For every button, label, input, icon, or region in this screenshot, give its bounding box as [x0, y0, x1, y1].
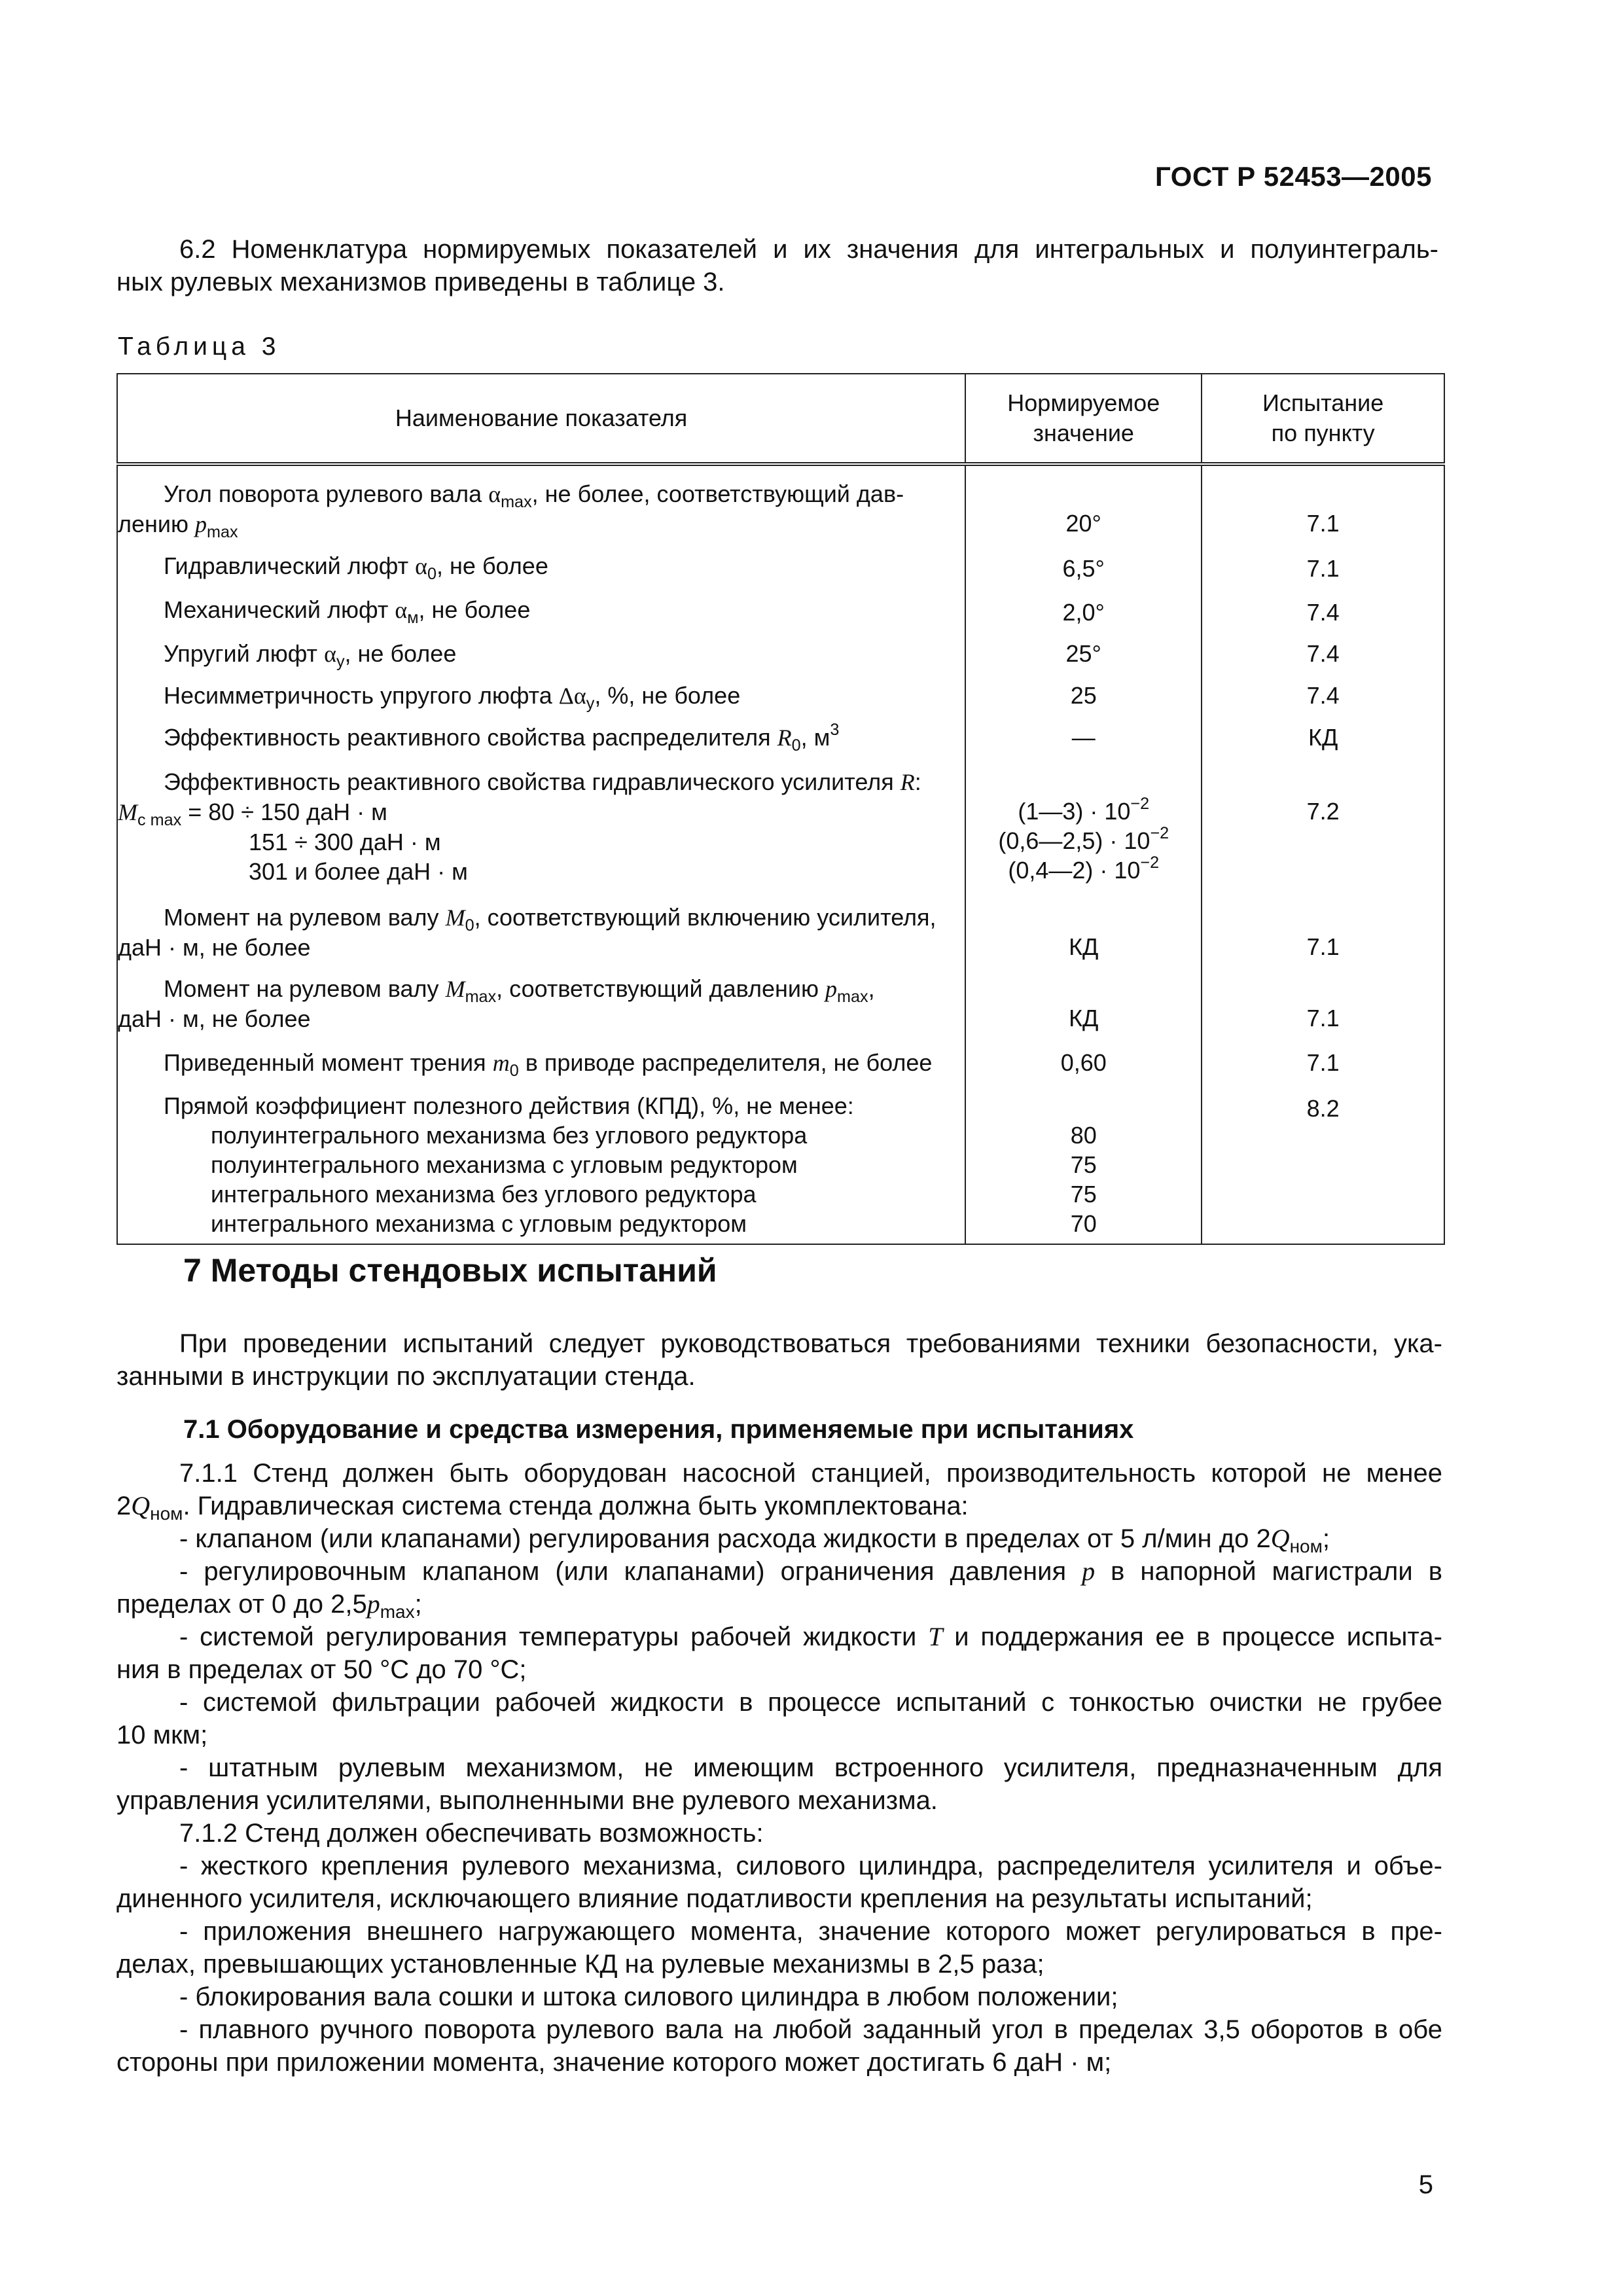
- row-name: Угол поворота рулевого вала $\alpha_{max}$, не более, соответствующий дав- лению $p_{max}$: [117, 464, 965, 539]
- row-value: 20°: [965, 464, 1202, 539]
- row-test: 8.2: [1202, 1078, 1444, 1244]
- row-name: Момент на рулевом валу $M_{max}$, соответствующий давлению $p_{max}$, даН · м, не более: [117, 962, 965, 1033]
- row-test: КД: [1202, 711, 1444, 753]
- row-test: 7.4: [1202, 627, 1444, 669]
- row-values: (1—3) · $10^{-2}$ (0,6—2,5) · $10^{-2}$ (0,4—2) · $10^{-2}$: [965, 753, 1202, 886]
- document-header: ГОСТ Р 52453—2005: [1155, 161, 1432, 192]
- row-test: 7.1: [1202, 886, 1444, 962]
- page-number: 5: [1418, 2170, 1433, 2199]
- col-header-test: Испытание по пункту: [1202, 374, 1444, 464]
- row-values: 80 75 75 70: [965, 1078, 1202, 1244]
- row-test: 7.1: [1202, 1033, 1444, 1078]
- row-test: 7.2: [1202, 753, 1444, 886]
- row-test: 7.1: [1202, 464, 1444, 539]
- row-test: 7.1: [1202, 539, 1444, 583]
- row-name: Механический люфт $\alpha_м$, не более: [117, 583, 965, 627]
- intro-line-2: ных рулевых механизмов приведены в таблице 3.: [116, 268, 725, 296]
- table-row: [117, 539, 1444, 583]
- table-row: [117, 1078, 1444, 1244]
- row-value: КД: [965, 962, 1202, 1033]
- row-value: —: [965, 711, 1202, 753]
- row-value: 25: [965, 669, 1202, 711]
- row-name: Эффективность реактивного свойства распределителя $R_0$, $м^3$: [117, 711, 965, 753]
- table-row: [117, 583, 1444, 627]
- row-name: Несимметричность упругого люфта $\Delta\alpha_у$, %, не более: [117, 669, 965, 711]
- intro-paragraph: [116, 233, 1438, 298]
- row-name: Эффективность реактивного свойства гидравлического усилителя R: $M_{c max} = 80 \div 150$ даН · м 151 ÷ 300 даН · м 301 и более даН · м: [117, 753, 965, 886]
- row-test: 7.4: [1202, 583, 1444, 627]
- section-intro: При проведении испытаний следует руководствоваться требованиями техники безопасности, ука- занными в инструкции по эксплуатации стенда.: [116, 1329, 1442, 1391]
- row-name: Прямой коэффициент полезного действия (КПД), %, не менее: полуинтегрального механизма без углового редуктора полуинтегрального механизма с угловым редуктором интегрального механизма без углового редуктора интегрального механизма с угловым редуктором: [117, 1078, 965, 1244]
- parameters-table: [116, 373, 1445, 1245]
- table-caption: Таблица 3: [118, 332, 281, 361]
- row-value: 25°: [965, 627, 1202, 669]
- row-name: Приведенный момент трения $m_0$ в приводе распределителя, не более: [117, 1033, 965, 1078]
- row-value: 2,0°: [965, 583, 1202, 627]
- table-row: [117, 669, 1444, 711]
- row-test: 7.1: [1202, 962, 1444, 1033]
- table-row: [117, 1033, 1444, 1078]
- row-test: 7.4: [1202, 669, 1444, 711]
- table-row: [117, 711, 1444, 753]
- section-title: 7 Методы стендовых испытаний: [183, 1252, 717, 1289]
- row-name: Момент на рулевом валу $M_0$, соответствующий включению усилителя, даН · м, не более: [117, 886, 965, 962]
- row-value: 0,60: [965, 1033, 1202, 1078]
- col-header-name: Наименование показателя: [117, 374, 965, 464]
- row-name: Гидравлический люфт $\alpha_0$, не более: [117, 539, 965, 583]
- row-value: 6,5°: [965, 539, 1202, 583]
- section-body: 7.1.1 Стенд должен быть оборудован насосной станцией, производительность которой не менее $2Q_{ном}$. Гидравлическая система стенда должна быть укомплектована: - клапаном (или клапанами) регулирования расхода жидкости в пределах от 5 л/мин до $2Q_{ном}$; - регулировочным клапаном (или клапанами) ограничения давления p в напорной магистрали в пределах от 0 до $2,5p_{max}$; - системой регулирования температуры рабочей жидкости T и поддержания ее в процессе испыта- ния в пределах от 50 °С до 70 °С; - системой фильтрации рабочей жидкости в процессе испытаний с тонкостью очистки не грубее 10 мкм; - штатным рулевым механизмом, не имеющим встроенного усилителя, предназначенным для управления усилителями, выполненными вне рулевого механизма. 7.1.2 Стенд должен обеспечивать возможность: - жесткого крепления рулевого механизма, силового цилиндра, распределителя усилителя и объе- диненного усилителя, исключающего влияние податливости крепления на результаты испытаний; - приложения внешнего нагружающего момента, значение которого может регулироваться в пре- делах, превышающих установленные КД на рулевые механизмы в 2,5 раза; - блокирования вала сошки и штока силового цилиндра в любом положении; - плавного ручного поворота рулевого вала на любой заданный угол в пределах 3,5 оборотов в обе стороны при приложении момента, значение которого может достигать 6 даН · м;: [116, 1459, 1442, 2077]
- table-row: [117, 464, 1444, 539]
- row-value: КД: [965, 886, 1202, 962]
- col-header-value: Нормируемое значение: [965, 374, 1202, 464]
- subsection-title: 7.1 Оборудование и средства измерения, применяемые при испытаниях: [183, 1415, 1134, 1444]
- table-row: [117, 753, 1444, 886]
- table-row: [117, 627, 1444, 669]
- table-row: [117, 886, 1444, 962]
- table-row: [117, 962, 1444, 1033]
- intro-line-1: 6.2 Номенклатура нормируемых показателей и их значения для интегральных и полуинтеграль-: [179, 235, 1438, 264]
- row-name: Упругий люфт $\alpha_у$, не более: [117, 627, 965, 669]
